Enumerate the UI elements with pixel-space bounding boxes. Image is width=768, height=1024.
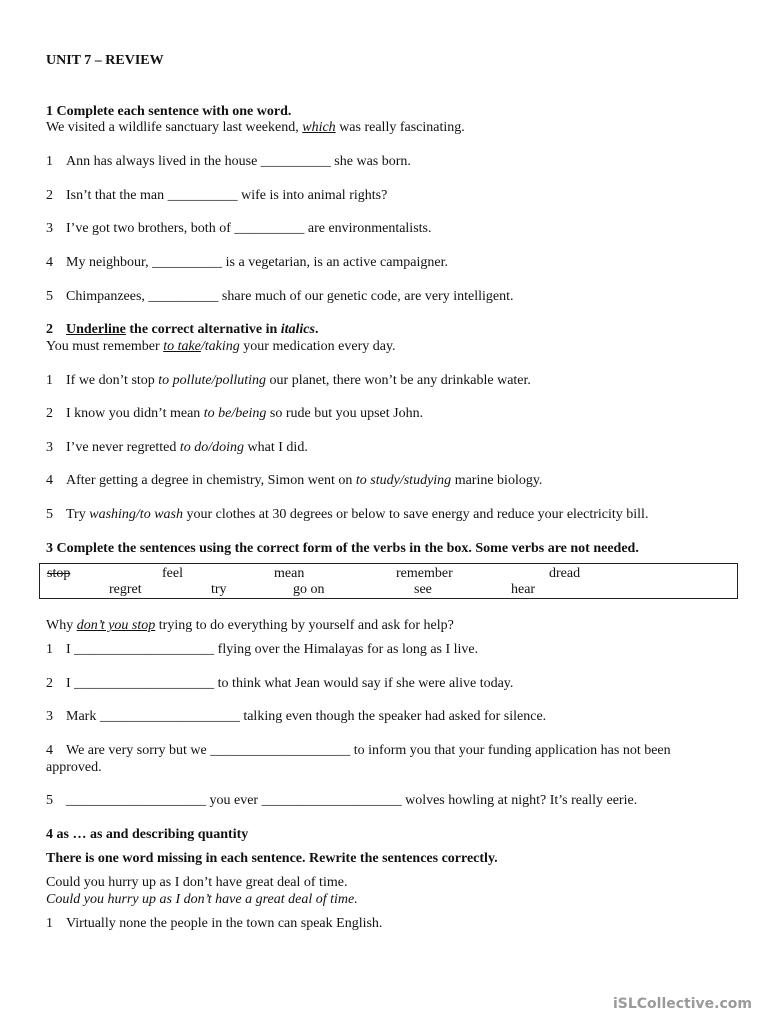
s1-item [46, 288, 744, 305]
section3-instruction: 3 Complete the sentences using the correct form of the verbs in the box. Some verbs are not needed. [46, 541, 639, 556]
item-text[interactable]: ____________________ you ever ____________________ wolves howling at night? It’s really eerie. [66, 793, 638, 808]
item-number: 1 [46, 642, 53, 657]
instruction-text: . [314, 322, 319, 337]
s3-item [46, 641, 744, 658]
answer-blank[interactable]: __________ [260, 154, 331, 169]
instruction-text: the correct alternative in [125, 322, 281, 337]
item-text: your clothes at 30 degrees or below to save energy and reduce your electricity bill. [182, 507, 649, 522]
item-text: she was born. [330, 154, 411, 169]
item-text: Virtually none the people in the town can speak English. [66, 916, 383, 931]
alternatives[interactable]: to pollute/polluting [158, 373, 267, 388]
section4-example-question: Could you hurry up as I don’t have great deal of time. [46, 875, 348, 890]
item-number: 3 [46, 221, 53, 236]
s3-item [46, 708, 744, 725]
item-text: Isn’t that the man [66, 188, 168, 203]
section2-example [46, 338, 744, 355]
item-text: are environmentalists. [304, 221, 432, 236]
s2-item [46, 405, 744, 422]
s2-item [46, 506, 744, 523]
verb-word: mean [274, 566, 305, 581]
s1-item [46, 254, 744, 271]
section-number: 2 [46, 322, 53, 337]
example-answer: don’t you stop [76, 618, 156, 633]
verb-word: dread [549, 566, 581, 581]
example-text: trying to do everything by yourself and ask for help? [155, 618, 454, 633]
s2-item [46, 472, 744, 489]
alternatives[interactable]: to do/doing [179, 440, 245, 455]
verb-word: hear [511, 582, 536, 597]
verb-word: stop [47, 566, 71, 581]
s3-item [46, 675, 744, 692]
item-text: wife is into animal rights? [237, 188, 388, 203]
example-answer: to take [163, 339, 201, 354]
item-number: 2 [46, 188, 53, 203]
answer-blank[interactable]: __________ [234, 221, 305, 236]
item-text: marine biology. [451, 473, 543, 488]
item-text: My neighbour, [66, 255, 153, 270]
item-number: 2 [46, 406, 53, 421]
item-text: I know you didn’t mean [66, 406, 204, 421]
item-text: is a vegetarian, is an active campaigner. [222, 255, 449, 270]
s4-item [46, 915, 744, 932]
verb-word: go on [293, 582, 325, 597]
verb-word: feel [162, 566, 183, 581]
example-text: Why [46, 618, 77, 633]
site-watermark: iSLCollective.com [612, 996, 752, 1012]
section3-example [46, 617, 744, 634]
alternatives[interactable]: washing/to wash [89, 507, 183, 522]
item-text[interactable]: I ____________________ to think what Jean would say if she were alive today. [66, 676, 514, 691]
item-text: our planet, there won’t be any drinkable water. [266, 373, 531, 388]
example-text: We visited a wildlife sanctuary last weekend, [46, 120, 303, 135]
s2-item [46, 439, 744, 456]
s1-item [46, 220, 744, 237]
s2-item [46, 372, 744, 389]
item-text[interactable]: I ____________________ flying over the Himalayas for as long as I live. [66, 642, 479, 657]
verb-word: remember [396, 566, 453, 581]
item-number: 4 [46, 743, 53, 758]
item-text: Try [66, 507, 90, 522]
item-number: 3 [46, 440, 53, 455]
example-text: was really fascinating. [335, 120, 465, 135]
item-number: 2 [46, 676, 53, 691]
item-number: 1 [46, 916, 53, 931]
answer-blank[interactable]: __________ [148, 289, 219, 304]
example-text: You must remember [46, 339, 164, 354]
item-number: 4 [46, 255, 53, 270]
item-text: Ann has always lived in the house [66, 154, 261, 169]
verb-box [39, 563, 738, 599]
verb-word: see [414, 582, 432, 597]
item-number: 1 [46, 154, 53, 169]
s3-item [46, 742, 706, 776]
section4-heading: 4 as … as and describing quantity [46, 827, 249, 842]
verb-word: regret [109, 582, 142, 597]
unit-title: UNIT 7 – REVIEW [46, 53, 164, 68]
example-option: taking [204, 339, 240, 354]
answer-blank[interactable]: __________ [152, 255, 223, 270]
item-text: After getting a degree in chemistry, Simon went on [66, 473, 356, 488]
answer-blank[interactable]: __________ [167, 188, 238, 203]
section2-instruction [46, 321, 744, 338]
item-text: so rude but you upset John. [266, 406, 424, 421]
item-number: 4 [46, 473, 53, 488]
alternatives[interactable]: to be/being [203, 406, 267, 421]
example-text: your medication every day. [239, 339, 396, 354]
section1-example [46, 119, 744, 136]
item-number: 5 [46, 507, 53, 522]
item-number: 5 [46, 793, 53, 808]
item-text: I’ve never regretted [66, 440, 180, 455]
item-number: 3 [46, 709, 53, 724]
item-text: Chimpanzees, [66, 289, 149, 304]
item-text: If we don’t stop [66, 373, 159, 388]
instruction-text: italics [280, 322, 315, 337]
verb-word: try [211, 582, 227, 597]
item-text: what I did. [244, 440, 308, 455]
alternatives[interactable]: to study/studying [355, 473, 452, 488]
item-text[interactable]: Mark ____________________ talking even though the speaker had asked for silence. [66, 709, 547, 724]
s3-item [46, 792, 744, 809]
section1-instruction: 1 Complete each sentence with one word. [46, 104, 292, 119]
example-text: / [200, 339, 205, 354]
s1-item [46, 187, 744, 204]
example-answer: which [302, 120, 336, 135]
item-text: share much of our genetic code, are very intelligent. [218, 289, 514, 304]
item-text: I’ve got two brothers, both of [66, 221, 235, 236]
section4-instruction: There is one word missing in each sentence. Rewrite the sentences correctly. [46, 851, 498, 866]
instruction-keyword: Underline [66, 322, 126, 337]
item-number: 5 [46, 289, 53, 304]
section4-example-answer: Could you hurry up as I don’t have a great deal of time. [46, 892, 358, 907]
item-text[interactable]: We are very sorry but we ____________________ to inform you that your funding application has not been approved. [46, 743, 671, 775]
item-number: 1 [46, 373, 53, 388]
s1-item [46, 153, 744, 170]
